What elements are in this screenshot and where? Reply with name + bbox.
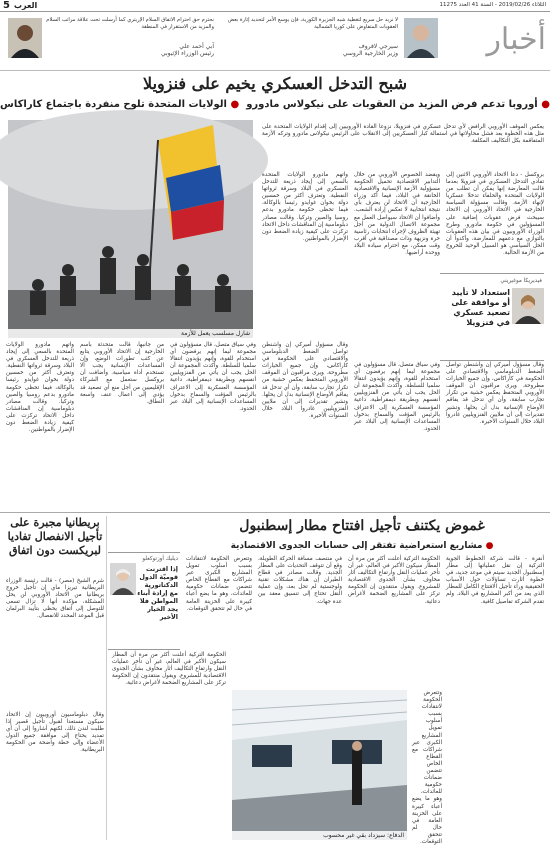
quote-name: فيديريكا موغيريني (500, 278, 542, 284)
teaser-abiy-name: آبي أحمد علي (179, 43, 214, 51)
teaser-abiy-caption (114, 43, 214, 57)
avatar-author (110, 563, 136, 595)
side-story (4, 516, 106, 558)
story2-subhead-text: مشاريع استعراضية تفتقر إلى حسابات الجدوى الاقتصادية (230, 541, 483, 551)
section-title: أخبار (486, 22, 546, 57)
story2-col-a: أنقرة - قالت شركة الخطوط الجوية التركية إن نقل عملياتها إلى مطار إسطنبول الجديد سيتم في موعد جديد، في خطوة أثارت تساؤلات حول الأسباب الحقيقية وراء تأجيل الافتتاح الكامل للمطار الذي يعد من أكبر المشاريع في البلاد. ولم تقدم الشركة تفاصيل كافية. (446, 556, 544, 605)
story1-col-b: ويقضد الخصوص الأوروبي من خلال التدابير الاقتصادية تحميل الحكومة مسؤولية الأزمة الإنسانية والاقتصادية الخانقة في البلاد، فيما أكد وزراء الخارجية أن الاتحاد لن يعترف بأي نتيجة انتخابية لا تعكس إرادة الشعب. وأضافوا أن الاتحاد سيواصل العمل مع مجموعة الاتصال الدولية من أجل تهيئة الظروف لإجراء انتخابات رئاسية حرة ونزيهة وذات مصداقية في أقرب وقت ممكن، مع احترام سيادة البلاد ووحدة أراضيها. (354, 172, 440, 257)
story1-col-d: وقال مسؤول أميركي إن واشنطن تواصل الضغط الدبلوماسي والاقتصادي على الحكومة في كاراكاس، وإن جميع الخيارات مطروحة. ويرى مراقبون أن الموقف الأوروبي المتحفظ يعكس خشية من تكرار تجارب سابقة، وأن أي تدخل قد يفاقم الأوضاع الإنسانية بدل أن يحلها. وتشير تقديرات إلى أن ملايين الفنزويليين غادروا البلاد خلال السنوات الأخيرة. (446, 362, 544, 425)
teaser-lavrov (222, 17, 398, 58)
person-photo-icon (8, 18, 42, 58)
column-divider (106, 516, 107, 840)
author-quote: إذا اقترنت قوميّة الدول الدكتاتورية مع إرادة أبناء المواطن فلا يجد الخيار الأخير (137, 565, 178, 621)
teaser-lavrov-title: وزير الخارجية الروسي (342, 50, 398, 58)
story1-col-i: واتهم مادورو الولايات المتحدة بالسعي إلى إيجاد ذريعة للتدخل العسكري في البلاد وسرقة ثرواتها النفطية. وتعترف أكثر من خمسين دولة بخوان غوايدو رئيسا بالوكالة، فيما تحظى حكومة مادورو بدعم روسيا والصين وتركيا. وقالت مصادر دبلوماسية إن المناقشات داخل الاتحاد تركزت على كيفية زيادة الضغط دون الإضرار بالمواطنين. (6, 342, 74, 434)
person-photo-icon (110, 563, 136, 595)
story1-headline: شبح التدخل العسكري يخيم على فنزويلا (143, 74, 407, 93)
side-story-headline: بريطانيا مجبرة على تأجيل الانفصال تفاديا لبريكست دون اتفاق (7, 516, 103, 557)
quote-mogherini (440, 273, 544, 361)
story2-col-f: وتتعرض الحكومة لانتقادات بسبب أسلوب تمويل المشاريع الكبرى عبر شراكات مع القطاع الخاص تتضمن ضمانات حكومية للعائدات، وهو ما يضع أعباء كبيرة على الخزينة العامة في حال لم تتحقق التوقعات. (412, 690, 442, 845)
page-number: 5 (3, 0, 10, 11)
airport-photo-icon (232, 690, 407, 840)
paper-logo: العرب (14, 1, 38, 10)
story1-col-a: بروكسل - دعا الاتحاد الأوروبي الاثنين إلى تفادي التدخل العسكري في فنزويلا بعدما قالت المعارضة إنها يمكن أن تطلب من الولايات المتحدة والحلفاء تدخلا عسكريا لإنهاء الأزمة. وقالت مسؤولة السياسة الخارجية في الاتحاد الأوروبي إن الاتحاد سيبحث فرض عقوبات إضافية على المسؤولين في حكومة مادورو. وطرح الوزراء الأوروبيون في بيان هذه العقوبات بالتوازي مع دعمهم للمعارضة، وأكدوا أن الحل السياسي هو السبيل الوحيد للخروج من الأزمة الحالية. (446, 172, 544, 257)
protest-photo-icon (8, 120, 253, 338)
person-photo-icon (512, 288, 544, 324)
avatar-mogherini (512, 288, 544, 324)
date-line: الثلاثاء 2019/02/26 - السنة 41 العدد 11275 (439, 2, 546, 8)
story1-subhead-left: الولايات المتحدة تلوح منفردة باجتماع كاراكاس (0, 99, 227, 110)
author-name: ديليك أوزتوكغلو (142, 556, 178, 562)
story2-col-d: وتتعرض الحكومة لانتقادات بسبب أسلوب تمويل المشاريع الكبرى عبر شراكات مع القطاع الخاص تتضمن ضمانات حكومية للعائدات، وهو ما يضع أعباء كبيرة على الخزينة العامة في حال لم تتحقق التوقعات. (186, 556, 252, 612)
page-header (0, 12, 550, 71)
story1-col-c: واتهم مادورو الولايات المتحدة بالسعي إلى إيجاد ذريعة للتدخل العسكري في البلاد وسرقة ثرواتها النفطية. وتعترف أكثر من خمسين دولة بخوان غوايدو رئيسا بالوكالة، فيما تحظى حكومة مادورو بدعم روسيا والصين وتركيا. وقالت مصادر دبلوماسية إن المناقشات داخل الاتحاد تركزت على كيفية زيادة الضغط دون الإضرار بالمواطنين. (261, 172, 348, 242)
story1-col-g: وفي سياق متصل، قال مسؤولون في مجموعة ليما إنهم يرفضون أي استخدام للقوة، وإنهم يؤيدون انتقالا سلميا للسلطة. وأكدت المجموعة أن الحل يجب أن يأتي من الفنزويليين أنفسهم وبطريقة ديمقراطية، داعية المؤسسة العسكرية إلى الاعتراف بالرئيس المؤقت والسماح بدخول المساعدات الإنسانية إلى البلاد عبر الحدود. (170, 342, 256, 412)
story1-photo-caption: شارل مسلسب يعمل للأزمة (8, 329, 253, 338)
story2-col-e: الحكومة التركية أعلنت أكثر من مرة أن المطار سيكون الأكبر في العالم، غير أن تأخر عمليات النقل وارتفاع التكاليف أثار مخاوف بشأن الجدوى الاقتصادية للمشروع. ويقول منتقدون إن الحكومة تركز على المشاريع الضخمة لأغراض دعائية. (112, 652, 226, 687)
quote-author (108, 552, 180, 650)
story2-col-b: الحكومة التركية أعلنت أكثر من مرة أن المطار سيكون الأكبر في العالم، غير أن تأخر عمليات النقل وارتفاع التكاليف أثار مخاوف بشأن الجدوى الاقتصادية للمشروع. ويقول منتقدون إن الحكومة تركز على المشاريع الضخمة لأغراض دعائية. (348, 556, 440, 605)
avatar-abiy (8, 18, 42, 58)
side-story-body-a: شرم الشيخ (مصر) - قالت رئيسة الوزراء البريطانية تيريزا ماي إن تأجيل خروج بريطانيا من الاتحاد الأوروبي لن يحل المشكلة، مؤكدة أنها لا تزال تسعى للتوصل إلى اتفاق يحظى بتأييد البرلمان قبل الموعد المحدد للانفصال. (6, 578, 104, 620)
story1-subhead-right: أوروبا تدعم فرض المزيد من العقوبات على نيكولاس مادورو (246, 99, 538, 110)
teaser-abiy (46, 17, 214, 58)
top-strip (0, 0, 550, 12)
teaser-abiy-title: رئيس الوزراء الإثيوبي (160, 50, 214, 58)
teaser-lavrov-name: سيرجي لافروف (358, 43, 398, 51)
avatar-lavrov (404, 18, 438, 58)
person-photo-icon (404, 18, 438, 58)
teaser-lavrov-caption (298, 43, 398, 57)
story2-photo-caption: الدفاع: سيزداد بقي غير محسوب (232, 831, 407, 840)
teaser-lavrov-text: لا نريد حل سريع لتغطية شبه الجزيرة الكورية، فإن يوسع الأمر لتحديد إثارة بعض العقوبات المتفاوض على كوريا الشمالية (227, 17, 398, 30)
story2-headline: غموض يكتنف تأجيل افتتاح مطار إسطنبول (239, 518, 485, 534)
story1-photo (8, 120, 253, 338)
story1-subhead: ● أوروبا تدعم فرض المزيد من العقوبات على نيكولاس مادورو ● الولايات المتحدة تلوح منفردة باجتماع كاراكاس (0, 99, 550, 110)
story1-intro: يعكس الموقف الأوروبي الرافض لأي تدخل عسكري في فنزويلا، نزوعا القادة الأوروبيين إلى إقدام الولايات المتحدة على مثل هذه الخطوة بعد فشل محاولاتها في استمالة كبار العسكريين إلى الانقلاب على الرئيس نيكولاس مادورو وتركه الأزمة المتفاقمة بكل التكاليف المكلفة. (262, 124, 544, 145)
story2-photo (232, 690, 407, 840)
story2-col-c: في منتصف مسافة الحركة الطويلة، وقع أن تتوقف التحديات على المطار الجديد. وقالت مصادر في قطاع الطيران إن هناك مشكلات تقنية ولوجستية لم تحل بعد، وإن عملية النقل تحتاج إلى تنسيق معقد بين عدة جهات. (258, 556, 342, 605)
quote-text: استعداد لا تأييد أو موافقة على تصعيد عسكري في فنزويلا (451, 288, 510, 327)
story1-col-e: وفي سياق متصل، قال مسؤولون في مجموعة ليما إنهم يرفضون أي استخدام للقوة، وإنهم يؤيدون انتقالا سلميا للسلطة. وأكدت المجموعة أن الحل يجب أن يأتي من الفنزويليين أنفسهم وبطريقة ديمقراطية، داعية المؤسسة العسكرية إلى الاعتراف بالرئيس المؤقت والسماح بدخول المساعدات الإنسانية إلى البلاد عبر الحدود. (354, 362, 440, 432)
teaser-abiy-text: نحترم حق احترام الاتفاق السلام الإريتري كما أرسلت تحت علاقة مراتب السلام والمزيد من الاستقرار في المنطقة (46, 17, 214, 30)
story2-subhead: ● مشاريع استعراضية تفتقر إلى حسابات الجدوى الاقتصادية (230, 541, 494, 551)
story1-col-h: من جانبها، قالت متحدثة باسم الخارجية إن الاتحاد الأوروبي يتابع عن كثب تطورات الوضع، وإن المساعدات الإنسانية يجب ألا تستخدم أداة سياسية. وأضافت أن بروكسل ستعمل مع الشركاء الإقليميين من أجل منع أي تصعيد قد يؤدي إلى أعمال عنف واسعة النطاق. (80, 342, 164, 405)
story1-col-f: وقال مسؤول أميركي إن واشنطن تواصل الضغط الدبلوماسي والاقتصادي على الحكومة في كاراكاس، وإن جميع الخيارات مطروحة. ويرى مراقبون أن الموقف الأوروبي المتحفظ يعكس خشية من تكرار تجارب سابقة، وأن أي تدخل قد يفاقم الأوضاع الإنسانية بدل أن يحلها. وتشير تقديرات إلى أن ملايين الفنزويليين غادروا البلاد خلال السنوات الأخيرة. (262, 342, 348, 419)
section-divider (0, 512, 550, 513)
side-story-body-b: وقال دبلوماسيون أوروبيون إن الاتحاد سيكون مستعدا لقبول تأجيل قصير إذا طلبت لندن ذلك، لكنهم أشاروا إلى أن أي تمديد يحتاج إلى موافقة جميع الدول الأعضاء وإلى خطة واضحة من الحكومة البريطانية. (6, 712, 104, 754)
